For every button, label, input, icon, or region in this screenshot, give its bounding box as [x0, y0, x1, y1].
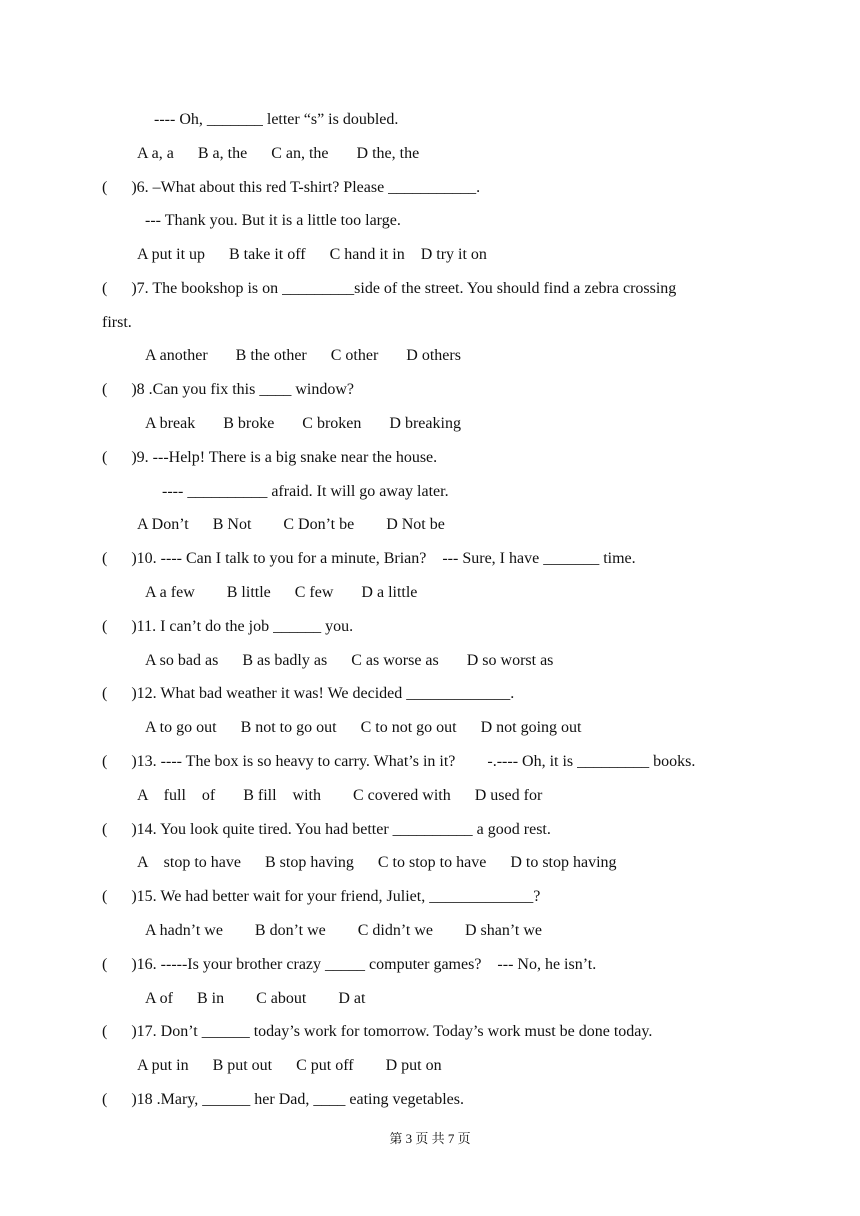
dialogue-q6: --- Thank you. But it is a little too large.: [145, 212, 401, 229]
options-q7: A another B the other C other D others: [145, 347, 461, 364]
question-12: ( )12. What bad weather it was! We decided _____________.: [102, 685, 515, 702]
dialogue-q9: ---- __________ afraid. It will go away later.: [162, 483, 449, 500]
question-15: ( )15. We had better wait for your friend, Juliet, _____________?: [102, 888, 541, 905]
answer-line-5: ---- Oh, _______ letter “s” is doubled.: [154, 111, 399, 128]
question-7: ( )7. The bookshop is on _________side of the street. You should find a zebra crossing: [102, 280, 677, 297]
options-q9: A Don’t B Not C Don’t be D Not be: [137, 516, 445, 533]
question-17: ( )17. Don’t ______ today’s work for tomorrow. Today’s work must be done today.: [102, 1023, 653, 1040]
options-q5: A a, a B a, the C an, the D the, the: [137, 145, 420, 162]
options-q8: A break B broke C broken D breaking: [145, 415, 461, 432]
options-q15: A hadn’t we B don’t we C didn’t we D shan’t we: [145, 922, 543, 939]
question-6: ( )6. –What about this red T-shirt? Please ___________.: [102, 179, 481, 196]
options-q16: A of B in C about D at: [145, 990, 366, 1007]
options-q17: A put in B put out C put off D put on: [137, 1057, 442, 1074]
question-10: ( )10. ---- Can I talk to you for a minute, Brian? --- Sure, I have _______ time.: [102, 550, 636, 567]
question-16: ( )16. -----Is your brother crazy _____ computer games? --- No, he isn’t.: [102, 956, 597, 973]
question-9: ( )9. ---Help! There is a big snake near the house.: [102, 449, 438, 466]
options-q14: A stop to have B stop having C to stop to have D to stop having: [137, 854, 617, 871]
options-q13: A full of B fill with C covered with D used for: [137, 787, 543, 804]
options-q11: A so bad as B as badly as C as worse as D so worst as: [145, 652, 554, 669]
question-18: ( )18 .Mary, ______ her Dad, ____ eating vegetables.: [102, 1091, 464, 1108]
page-footer: 第 3 页 共 7 页: [389, 1131, 471, 1146]
options-q10: A a few B little C few D a little: [145, 584, 418, 601]
question-14: ( )14. You look quite tired. You had better __________ a good rest.: [102, 821, 551, 838]
question-13: ( )13. ---- The box is so heavy to carry. What’s in it? -.---- Oh, it is _________ books.: [102, 753, 696, 770]
options-q12: A to go out B not to go out C to not go out D not going out: [145, 719, 582, 736]
question-8: ( )8 .Can you fix this ____ window?: [102, 381, 354, 398]
question-11: ( )11. I can’t do the job ______ you.: [102, 618, 354, 635]
options-q6: A put it up B take it off C hand it in D try it on: [137, 246, 487, 263]
question-7-continued: first.: [102, 314, 132, 331]
